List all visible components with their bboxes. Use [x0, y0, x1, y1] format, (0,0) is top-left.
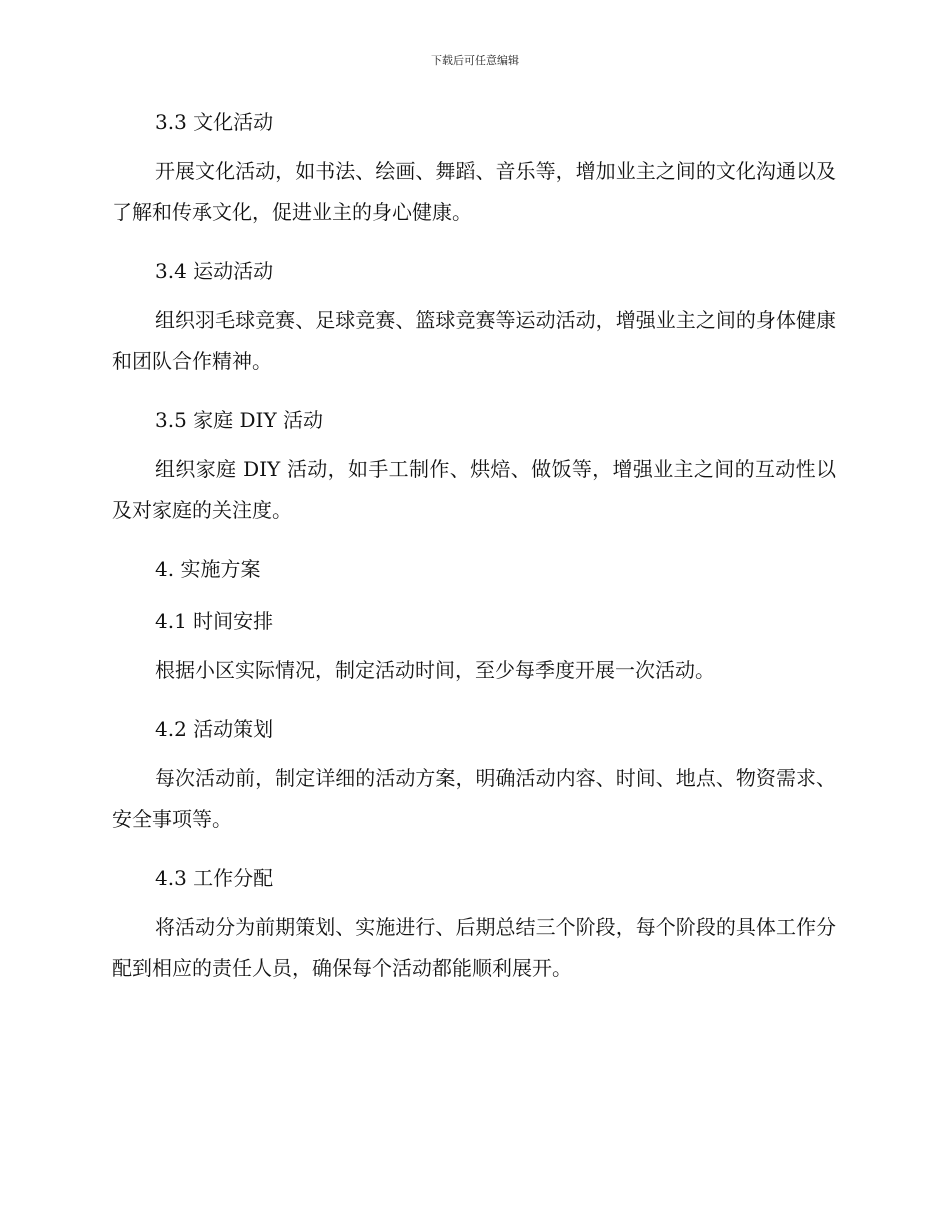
- section-heading-4: 4. 实施方案: [155, 557, 261, 581]
- document-body: [112, 108, 836, 989]
- section-heading-3-3: 3.3 文化活动: [155, 110, 274, 134]
- section-paragraph-3-3: 开展文化活动，如书法、绘画、舞蹈、音乐等，增加业主之间的文化沟通以及了解和传承文化，促进业主的身心健康。: [112, 159, 836, 224]
- section-heading-3-4: 3.4 运动活动: [155, 259, 274, 283]
- section-heading-3-5: 3.5 家庭 DIY 活动: [155, 408, 324, 432]
- section-paragraph-4-3: 将活动分为前期策划、实施进行、后期总结三个阶段，每个阶段的具体工作分配到相应的责任人员，确保每个活动都能顺利展开。: [112, 915, 836, 980]
- section-heading-4-3: 4.3 工作分配: [155, 866, 274, 890]
- section-heading-4-1: 4.1 时间安排: [155, 609, 274, 633]
- section-paragraph-4-1: 根据小区实际情况，制定活动时间，至少每季度开展一次活动。: [155, 658, 715, 682]
- section-paragraph-3-4: 组织羽毛球竞赛、足球竞赛、篮球竞赛等运动活动，增强业主之间的身体健康和团队合作精神。: [112, 308, 836, 373]
- section-paragraph-4-2: 每次活动前，制定详细的活动方案，明确活动内容、时间、地点、物资需求、安全事项等。: [112, 766, 836, 831]
- page-header: 下载后可任意编辑: [431, 54, 519, 67]
- section-paragraph-3-5: 组织家庭 DIY 活动，如手工制作、烘焙、做饭等，增强业主之间的互动性以及对家庭的关注度。: [112, 457, 836, 522]
- section-heading-4-2: 4.2 活动策划: [155, 717, 274, 741]
